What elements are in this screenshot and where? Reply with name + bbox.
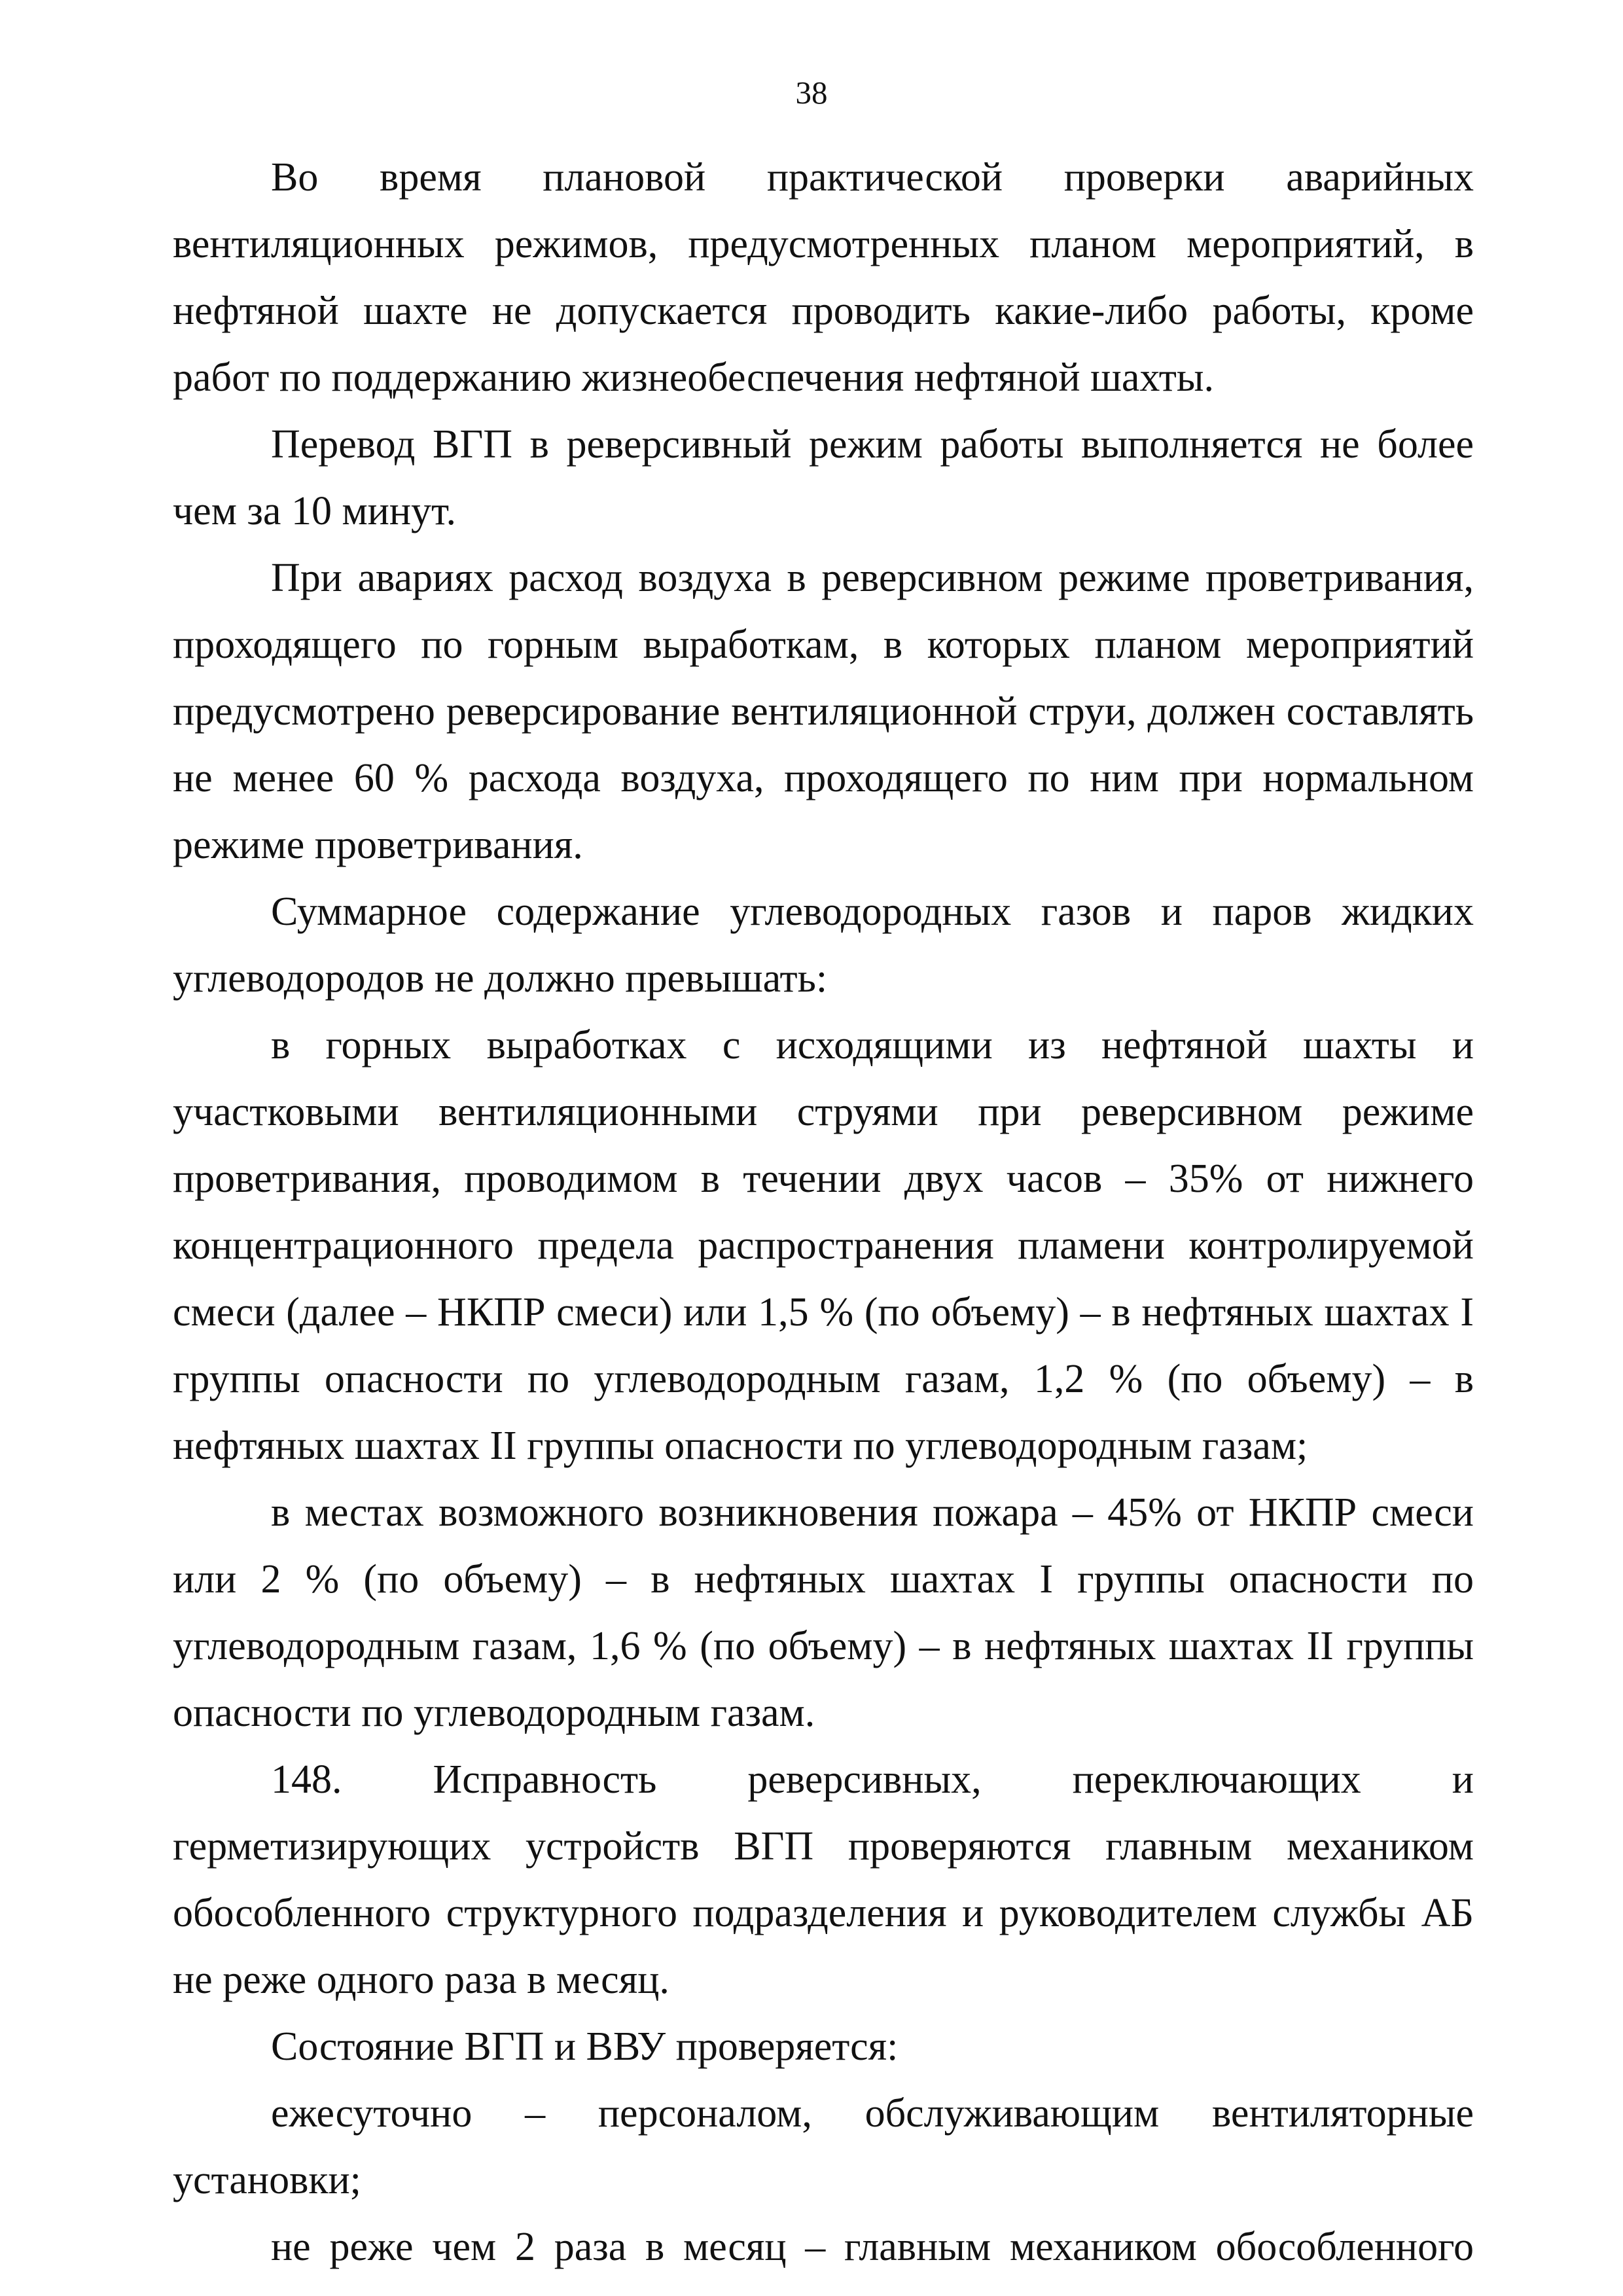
paragraph: Перевод ВГП в реверсивный режим работы выполняется не более чем за 10 минут. <box>173 422 1474 533</box>
paragraph: в местах возможного возникновения пожара – 45% от НКПР смеси или 2 % (по объему) – в нефтяных шахтах I группы опасности по углеводородным газам, 1,6 % (по объему) – в нефтяных шахтах II группы опасности по углеводородным газам. <box>173 1490 1474 1735</box>
page-number: 38 <box>795 75 828 111</box>
paragraph: в горных выработках с исходящими из нефтяной шахты и участковыми вентиляционными струями при реверсивном режиме проветривания, проводимом в течении двух часов – 35% от нижнего концентрационного предела распространения пламени контролируемой смеси (далее – НКПР смеси) или 1,5 % (по объему) – в нефтяных шахтах I группы опасности по углеводородным газам, 1,2 % (по объему) – в нефтяных шахтах II группы опасности по углеводородным газам; <box>173 1023 1474 1468</box>
document-body <box>173 144 1474 2280</box>
paragraph: не реже чем 2 раза в месяц – главным механиком обособленного <box>271 2225 1474 2269</box>
paragraph: При авариях расход воздуха в реверсивном режиме проветривания, проходящего по горным выработкам, в которых планом мероприятий предусмотрено реверсирование вентиляционной струи, должен составлять не менее 60 % расхода воздуха, проходящего по ним при нормальном режиме проветривания. <box>173 556 1474 867</box>
paragraph: Суммарное содержание углеводородных газов и паров жидких углеводородов не должно превышать: <box>173 889 1474 1001</box>
paragraph: Состояние ВГП и ВВУ проверяется: <box>271 2024 899 2069</box>
paragraph: ежесуточно – персоналом, обслуживающим вентиляторные установки; <box>173 2091 1474 2202</box>
paragraph: 148. Исправность реверсивных, переключающих и герметизирующих устройств ВГП проверяются главным механиком обособленного структурного подразделения и руководителем службы АБ не реже одного раза в месяц. <box>173 1757 1474 2002</box>
paragraph: Во время плановой практической проверки аварийных вентиляционных режимов, предусмотренных планом мероприятий, в нефтяной шахте не допускается проводить какие-либо работы, кроме работ по поддержанию жизнеобеспечения нефтяной шахты. <box>173 155 1474 400</box>
